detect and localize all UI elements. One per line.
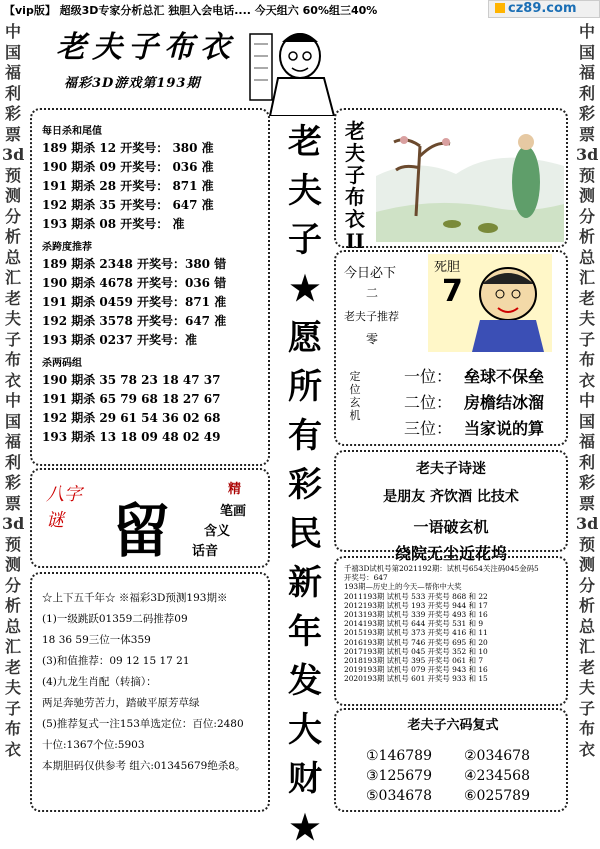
- today-panel: [334, 250, 568, 446]
- six-code-item: ⑤034678: [366, 788, 432, 804]
- slogan-char: 夫: [288, 171, 322, 211]
- tail-section-title: 每日杀和尾值: [42, 126, 102, 137]
- left-side-label: 中国福利彩票3d预测分析总汇老夫子布衣中国福利彩票3d预测分析总汇老夫子布衣: [2, 22, 24, 759]
- slogan-char: 老: [288, 122, 322, 162]
- analysis-line: 18 36 59三位一体359: [42, 634, 151, 646]
- analysis-line: 两足奔驰劳苦力，踏破平原芳草绿: [42, 697, 200, 709]
- slogan-char: 财: [288, 759, 322, 799]
- slogan-char: 民: [288, 514, 322, 554]
- position-text: 房檐结冰溜: [464, 393, 545, 412]
- history-line: 千禧3D试机号第2021192期：试机号654关注码045金码5: [344, 564, 539, 573]
- painting-title: 老夫子布衣II: [345, 119, 365, 253]
- analysis-line: (3)和值推荐：09 12 15 17 21: [42, 655, 190, 667]
- six-code-item: ①146789: [366, 748, 432, 764]
- slogan-char: 新: [288, 563, 322, 603]
- two-code-row: 190 期杀 35 78 23 18 47 37: [42, 373, 221, 387]
- two-code-row: 193 期杀 13 18 09 48 02 49: [42, 430, 221, 444]
- must-pick-value: 二: [366, 286, 379, 300]
- dead-pick-card: [428, 254, 552, 352]
- must-pick-label: 今日必下: [344, 266, 397, 281]
- analysis-line: (5)推荐复式一注153单选定位：百位:2480: [42, 718, 244, 730]
- history-line: 2017193期 试机号 045 开奖号 352 和 10: [344, 646, 488, 656]
- span-section-title: 杀跨度推荐: [42, 242, 92, 253]
- old-master-cartoon: [240, 24, 340, 116]
- riddle-hint-2: 笔画: [220, 504, 247, 519]
- history-line: 2012193期 试机号 193 开奖号 944 和 17: [344, 600, 488, 610]
- span-row: 193 期杀 0237 开奖号：准: [42, 333, 197, 347]
- poem-line-1: 是朋友 齐饮酒 比技术: [383, 489, 519, 505]
- painting-panel: [334, 108, 568, 253]
- slogan-char: 子: [288, 220, 322, 260]
- six-code-item: ②034678: [464, 748, 530, 764]
- top-banner: 【vip版】 超级3D专家分析总汇 独胆入会电话.... 今天组六 60%组三40%: [0, 0, 600, 18]
- history-line: 2016193期 试机号 746 开奖号 695 和 20: [344, 637, 488, 647]
- slogan-char: 彩: [288, 465, 322, 505]
- history-line: 2011193期 试机号 533 开奖号 868 和 22: [344, 591, 488, 601]
- landscape-painting: [376, 116, 564, 242]
- position-row-1: [404, 364, 544, 387]
- vertical-position-label: 定位玄机: [349, 370, 361, 422]
- tail-row: 192 期杀 35 开奖号： 647 准: [42, 198, 214, 212]
- analysis-line: (4)九龙生肖配（转摘）：: [42, 676, 157, 688]
- poem-panel: [334, 450, 568, 563]
- analysis-panel: [30, 572, 270, 812]
- history-line: 2020193期 试机号 601 开奖号 933 和 15: [344, 674, 488, 684]
- history-panel: [334, 556, 568, 706]
- riddle-character: 留: [112, 497, 171, 565]
- poem-title: 老夫子诗迷: [416, 461, 486, 477]
- analysis-line: 十位:1367个位:5903: [42, 739, 145, 751]
- six-code-item: ④234568: [464, 768, 530, 784]
- history-line: 193期—历史上的今天—帮你中大奖: [344, 582, 462, 592]
- recommend-label: 老夫子推荐: [344, 310, 399, 323]
- six-code-panel: [334, 708, 568, 812]
- span-row: 192 期杀 3578 开奖号：647 准: [42, 314, 227, 328]
- center-slogan: [280, 118, 330, 848]
- position-label: 三位：: [404, 419, 453, 438]
- right-side-text: [576, 22, 598, 842]
- page-title: 老夫子布衣: [56, 30, 236, 65]
- two-code-section-title: 杀两码组: [42, 358, 82, 369]
- logo-square-icon: [495, 3, 505, 13]
- slogan-char: 大: [288, 710, 322, 750]
- site-logo[interactable]: [488, 0, 600, 18]
- dead-pick-number: 7: [442, 274, 463, 309]
- slogan-star: ★: [289, 269, 321, 309]
- issue-subtitle: 福彩3D游戏第193期: [64, 76, 201, 91]
- history-line: 2014193期 试机号 644 开奖号 531 和 9: [344, 619, 484, 629]
- two-code-row: 192 期杀 29 61 54 36 02 68: [42, 411, 221, 425]
- riddle-hint-1: 精: [228, 482, 242, 497]
- logo-text: cz89.com: [508, 1, 577, 16]
- span-row: 191 期杀 0459 开奖号：871 准: [42, 295, 227, 309]
- riddle-red-label: 八字谜: [46, 484, 82, 531]
- span-row: 189 期杀 2348 开奖号：380 错: [42, 257, 227, 271]
- poem-line-2: 一语破玄机: [413, 518, 489, 536]
- two-code-row: 191 期杀 65 79 68 18 27 67: [42, 392, 221, 406]
- recommend-value: 零: [366, 332, 379, 346]
- tail-row: 191 期杀 28 开奖号： 871 准: [42, 179, 214, 193]
- position-label: 二位：: [404, 393, 453, 412]
- six-code-item: ③125679: [366, 768, 432, 784]
- dead-pick-label: 死胆: [434, 260, 461, 275]
- riddle-panel: [30, 468, 270, 568]
- right-side-label: 中国福利彩票3d预测分析总汇老夫子布衣中国福利彩票3d预测分析总汇老夫子布衣: [576, 22, 598, 759]
- slogan-char: 年: [288, 612, 322, 652]
- position-text: 垒球不保垒: [464, 367, 545, 386]
- history-line: 2013193期 试机号 339 开奖号 493 和 16: [344, 610, 488, 620]
- kill-picks-panel: [30, 108, 270, 466]
- slogan-star: ★: [289, 808, 321, 848]
- slogan-char: 发: [288, 661, 322, 701]
- slogan-char: 愿: [288, 318, 322, 358]
- riddle-hint-3: 含义: [204, 524, 231, 539]
- slogan-char: 有: [288, 416, 322, 456]
- history-line: 2018193期 试机号 395 开奖号 061 和 7: [344, 656, 484, 666]
- poem-line-3: 绕院无尘近花坞: [394, 544, 507, 563]
- left-side-text: [2, 22, 24, 842]
- position-row-3: [404, 416, 544, 439]
- six-code-title: 老夫子六码复式: [407, 718, 499, 733]
- tail-row: 190 期杀 09 开奖号： 036 准: [42, 160, 214, 174]
- analysis-line: ☆上下五千年☆ ※福彩3D预测193期※: [42, 592, 228, 604]
- analysis-line: 本期胆码仅供参考 组六:01345679绝杀8。: [42, 760, 246, 772]
- riddle-hint-4: 话音: [192, 544, 219, 559]
- tail-row: 189 期杀 12 开奖号： 380 准: [42, 141, 214, 155]
- position-text: 当家说的算: [464, 419, 545, 438]
- six-code-item: ⑥025789: [464, 788, 530, 804]
- history-line: 2019193期 试机号 079 开奖号 943 和 16: [344, 665, 488, 675]
- position-label: 一位：: [404, 367, 453, 386]
- span-row: 190 期杀 4678 开奖号：036 错: [42, 276, 227, 290]
- slogan-char: 所: [288, 367, 322, 407]
- tail-row: 193 期杀 08 开奖号： 准: [42, 217, 185, 231]
- history-line: 开奖号：647: [344, 573, 388, 583]
- analysis-line: (1)一级跳跃01359二码推荐09: [42, 613, 188, 625]
- history-line: 2015193期 试机号 373 开奖号 416 和 11: [344, 628, 488, 638]
- position-row-2: [404, 390, 544, 413]
